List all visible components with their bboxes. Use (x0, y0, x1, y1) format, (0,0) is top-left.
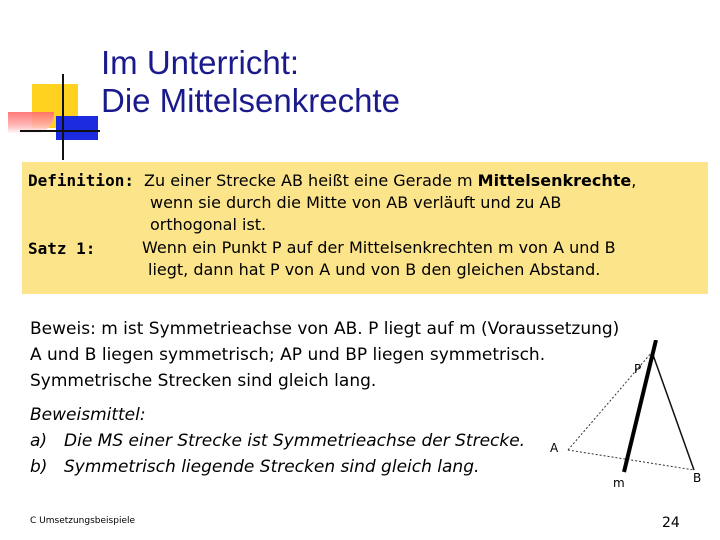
title-line-1: Im Unterricht: (101, 44, 300, 81)
proof-text (30, 316, 619, 394)
label-b: B (693, 471, 702, 485)
label-p: P (634, 362, 642, 376)
decor-horizontal-line (20, 130, 100, 132)
definition-term: Mittelsenkrechte (477, 171, 632, 190)
proof-line-1: Beweis: m ist Symmetrieachse von AB. P liegt auf m (Voraussetzung) (30, 319, 620, 339)
satz-label: Satz 1: (28, 239, 96, 258)
label-m: m (613, 476, 625, 490)
perpendicular-bisector-figure (540, 340, 710, 500)
satz-line-1: Wenn ein Punkt P auf der Mittelsenkrechten m von A und B (142, 238, 616, 257)
proof-line-3: Symmetrische Strecken sind gleich lang. (30, 371, 377, 391)
label-a: A (550, 441, 559, 455)
definition-box (22, 162, 708, 294)
proof-line-2: A und B liegen symmetrisch; AP und BP liegen symmetrisch. (30, 345, 546, 365)
definition-line-1 (144, 170, 636, 192)
list-item (30, 428, 525, 454)
decor-vertical-line (62, 74, 64, 160)
title-line-2: Die Mittelsenkrechte (101, 82, 400, 119)
list-item-marker: b) (30, 457, 48, 477)
list-item (30, 454, 525, 480)
definition-line-1-suffix: , (631, 171, 637, 190)
page-number: 24 (662, 515, 680, 531)
list-item-marker: a) (30, 431, 48, 451)
segment-ab (568, 450, 694, 470)
footer-source: C Umsetzungsbeispiele (30, 516, 136, 526)
list-item-text: Symmetrisch liegende Strecken sind gleich lang. (64, 457, 480, 477)
proof-means-list (30, 428, 525, 480)
bisector-line-m (624, 340, 656, 472)
list-item-text: Die MS einer Strecke ist Symmetrieachse der Strecke. (64, 431, 526, 451)
definition-label: Definition: (28, 171, 134, 190)
definition-line-2: wenn sie durch die Mitte von AB verläuft und zu AB (150, 193, 562, 212)
slide-title (101, 44, 400, 120)
segment-bp (652, 352, 694, 470)
proof-means-heading: Beweismittel: (30, 405, 146, 425)
proof-means (30, 402, 525, 480)
satz-line-2: liegt, dann hat P von A und von B den gleichen Abstand. (148, 260, 601, 279)
definition-line-1-prefix: Zu einer Strecke AB heißt eine Gerade m (144, 171, 478, 190)
definition-line-3: orthogonal ist. (150, 215, 267, 234)
